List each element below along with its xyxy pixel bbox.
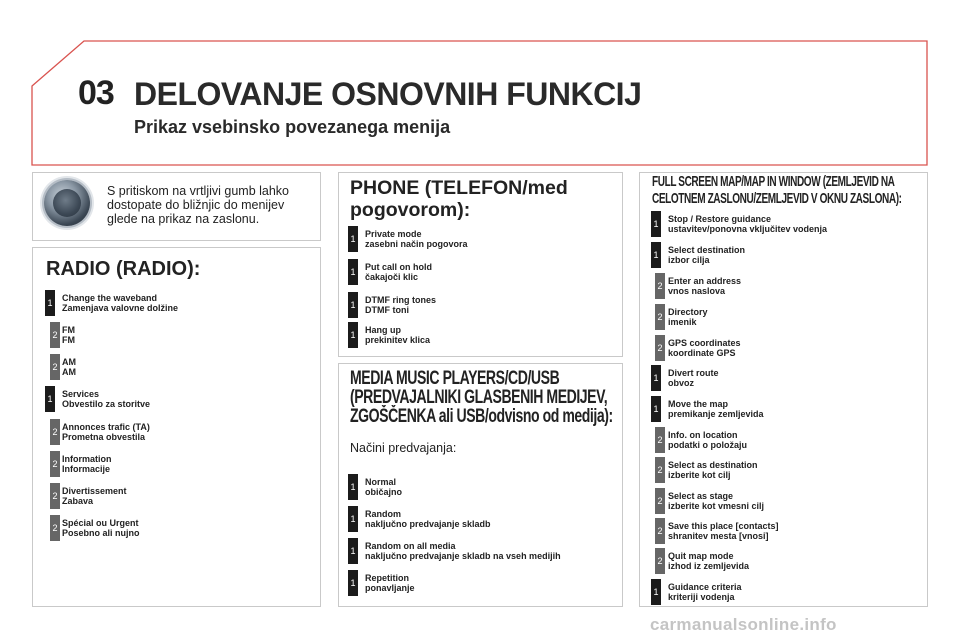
level-badge: 1 (348, 570, 358, 596)
item-label-sl: ponavljanje (365, 583, 415, 593)
item-label-en: Random on all media (365, 541, 456, 551)
item-label-sl: izberite kot cilj (668, 470, 731, 480)
item-label-en: Select as stage (668, 491, 734, 501)
item-label-en: Private mode (365, 229, 422, 239)
item-label-en: AM (62, 357, 76, 367)
map-section-title-line1: FULL SCREEN MAP/MAP IN WINDOW (ZEMLJEVID NA (652, 173, 895, 190)
level-badge: 1 (348, 292, 358, 318)
item-label-en: Normal (365, 477, 397, 487)
level-badge: 1 (45, 290, 55, 316)
level-badge: 1 (348, 538, 358, 564)
item-label-sl: AM (62, 367, 76, 377)
level-badge: 1 (651, 579, 661, 605)
level-badge: 2 (655, 548, 665, 574)
item-label-sl: imenik (668, 317, 697, 327)
item-label-en: Select destination (668, 245, 746, 255)
level-badge: 1 (348, 226, 358, 252)
page-title: DELOVANJE OSNOVNIH FUNKCIJ (134, 76, 642, 112)
level-badge: 1 (348, 506, 358, 532)
level-badge: 1 (651, 365, 661, 391)
level-badge: 2 (50, 354, 60, 380)
item-label-sl: premikanje zemljevida (668, 409, 764, 419)
media-section-title-line1: MEDIA MUSIC PLAYERS/CD/USB (350, 368, 560, 389)
media-playback-modes-label: Načini predvajanja: (350, 441, 457, 455)
item-label-sl: Zamenjava valovne dolžine (62, 303, 179, 313)
level-badge: 2 (655, 335, 665, 361)
item-label-en: Stop / Restore guidance (668, 214, 772, 224)
level-badge: 1 (348, 474, 358, 500)
item-label-en: Change the waveband (62, 293, 158, 303)
item-label-sl: Obvestilo za storitve (62, 399, 151, 409)
item-label-en: Directory (668, 307, 708, 317)
item-label-sl: čakajoči klic (365, 272, 419, 282)
radio-section-title: RADIO (RADIO): (46, 258, 201, 280)
item-label-sl: Posebno ali nujno (62, 528, 140, 538)
level-badge: 1 (348, 259, 358, 285)
item-label-sl: zasebni način pogovora (365, 239, 468, 249)
item-label-sl: izbor cilja (668, 255, 710, 265)
item-label-sl: obvoz (668, 378, 694, 388)
media-section-title-line3: ZGOŠČENKA ali USB/odvisno od medija): (350, 406, 613, 427)
level-badge: 1 (45, 386, 55, 412)
item-label-en: Random (365, 509, 401, 519)
item-label-en: GPS coordinates (668, 338, 741, 348)
item-label-en: Divert route (668, 368, 719, 378)
level-badge: 2 (655, 457, 665, 483)
level-badge: 2 (655, 518, 665, 544)
item-label-sl: ustavitev/ponovna vključitev vodenja (668, 224, 828, 234)
item-label-en: Quit map mode (668, 551, 734, 561)
item-label-en: Repetition (365, 573, 409, 583)
item-label-sl: Zabava (62, 496, 94, 506)
item-label-en: FM (62, 325, 75, 335)
item-label-sl: prekinitev klica (365, 335, 431, 345)
map-section-title-line2: CELOTNEM ZASLONU/ZEMLJEVID V OKNU ZASLONA): (652, 190, 902, 207)
item-label-en: Put call on hold (365, 262, 432, 272)
level-badge: 1 (348, 322, 358, 348)
item-label-sl: FM (62, 335, 75, 345)
intro-text: S pritiskom na vrtljivi gumb lahko dostopate do bližnjic do menijev glede na prikaz na zaslonu. (107, 184, 290, 226)
page-subtitle: Prikaz vsebinsko povezanega menija (134, 117, 451, 137)
item-label-sl: podatki o položaju (668, 440, 747, 450)
phone-section-title-line2: pogovorom): (350, 199, 471, 221)
map-panel (639, 172, 928, 607)
item-label-en: Select as destination (668, 460, 758, 470)
item-label-en: DTMF ring tones (365, 295, 436, 305)
level-badge: 2 (655, 273, 665, 299)
item-label-en: Enter an address (668, 276, 742, 286)
level-badge: 2 (655, 304, 665, 330)
level-badge: 1 (651, 396, 661, 422)
watermark: carmanualsonline.info (650, 615, 837, 634)
level-badge: 2 (50, 483, 60, 509)
item-label-sl: naključno predvajanje skladb (365, 519, 491, 529)
level-badge: 1 (651, 242, 661, 268)
item-label-en: Save this place [contacts] (668, 521, 779, 531)
rotary-knob-icon (44, 180, 90, 226)
chapter-number: 03 (78, 74, 114, 112)
level-badge: 1 (651, 211, 661, 237)
item-label-en: Spécial ou Urgent (62, 518, 139, 528)
level-badge: 2 (50, 419, 60, 445)
level-badge: 2 (50, 322, 60, 348)
item-label-sl: izhod iz zemljevida (668, 561, 750, 571)
level-badge: 2 (655, 427, 665, 453)
item-label-sl: kriteriji vodenja (668, 592, 735, 602)
item-label-en: Annonces trafic (TA) (62, 422, 150, 432)
item-label-en: Services (62, 389, 100, 399)
item-label-sl: naključno predvajanje skladb na vseh medijih (365, 551, 561, 561)
item-label-sl: koordinate GPS (668, 348, 736, 358)
item-label-sl: Informacije (62, 464, 111, 474)
item-label-sl: shranitev mesta [vnosi] (668, 531, 769, 541)
media-section-title-line2: (PREDVAJALNIKI GLASBENIH MEDIJEV, (350, 387, 608, 408)
item-label-sl: običajno (365, 487, 403, 497)
item-label-en: Information (62, 454, 112, 464)
level-badge: 2 (655, 488, 665, 514)
item-label-en: Info. on location (668, 430, 738, 440)
item-label-sl: DTMF toni (365, 305, 409, 315)
level-badge: 2 (50, 451, 60, 477)
level-badge: 2 (50, 515, 60, 541)
item-label-en: Hang up (365, 325, 401, 335)
item-label-sl: Prometna obvestila (62, 432, 146, 442)
item-label-sl: izberite kot vmesni cilj (668, 501, 765, 511)
item-label-sl: vnos naslova (668, 286, 726, 296)
phone-section-title-line1: PHONE (TELEFON/med (350, 177, 568, 199)
item-label-en: Guidance criteria (668, 582, 742, 592)
item-label-en: Divertissement (62, 486, 127, 496)
item-label-en: Move the map (668, 399, 729, 409)
